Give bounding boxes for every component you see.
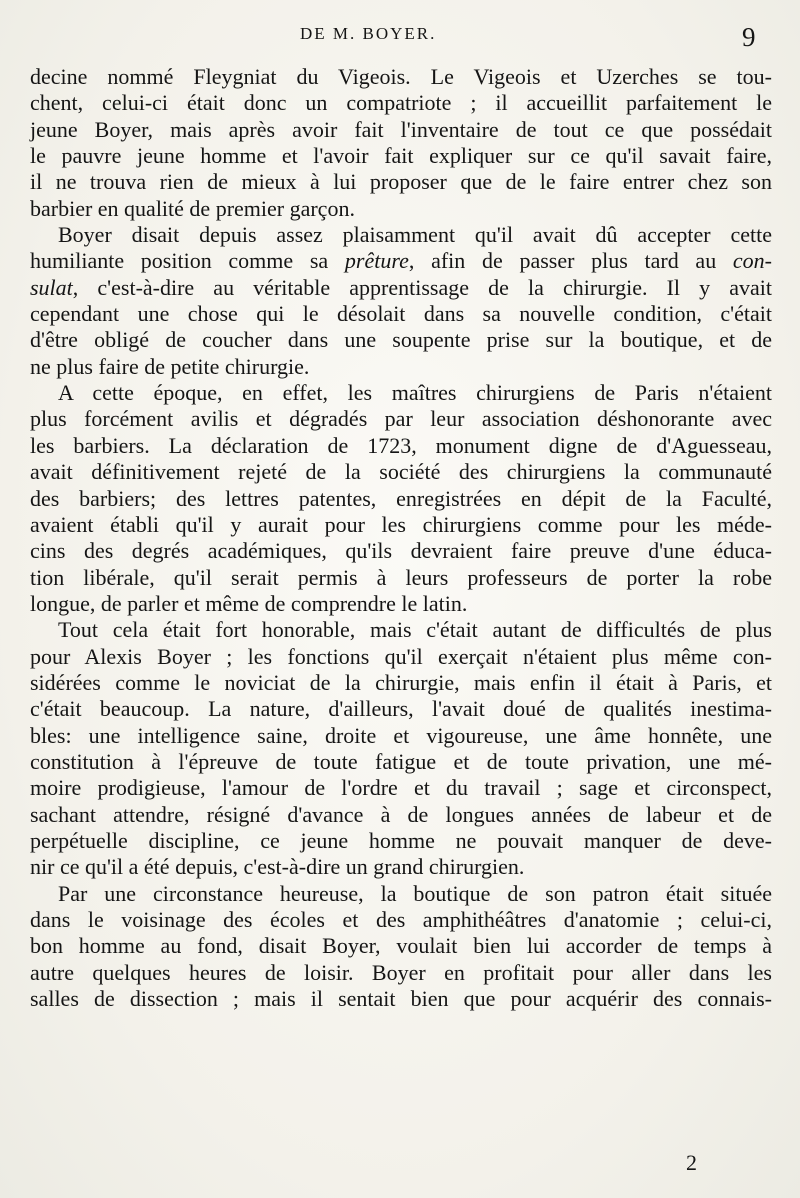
text-line: sidérées comme le noviciat de la chirurgie, mais enfin il était à Paris, et xyxy=(30,669,772,695)
body-text xyxy=(30,64,772,1012)
page-number: 9 xyxy=(742,22,756,52)
text-line: cependant une chose qui le désolait dans sa nouvelle condition, c'était xyxy=(30,301,772,327)
text-line: moire prodigieuse, l'amour de l'ordre et du travail ; sage et circonspect, xyxy=(30,775,772,801)
text-line: le pauvre jeune homme et l'avoir fait expliquer sur ce qu'il savait faire, xyxy=(30,143,772,169)
paragraph xyxy=(30,380,772,617)
text-line: ne plus faire de petite chirurgie. xyxy=(30,353,310,379)
signature-mark: 2 xyxy=(686,1150,697,1175)
text-line: constitution à l'épreuve de toute fatigue et de toute privation, une mé- xyxy=(30,748,772,774)
text-line: jeune Boyer, mais après avoir fait l'inventaire de tout ce que possédait xyxy=(30,116,772,142)
paragraph xyxy=(30,881,772,1013)
text-line: salles de dissection ; mais il sentait bien que pour acquérir des connais- xyxy=(30,986,772,1012)
paragraph xyxy=(30,617,772,880)
text-line: humiliante position comme sa prêture, afin de passer plus tard au con- xyxy=(30,248,772,274)
text-line: barbier en qualité de premier garçon. xyxy=(30,195,355,221)
text-line: autre quelques heures de loisir. Boyer en profitait pour aller dans les xyxy=(30,959,772,985)
text-line: c'était beaucoup. La nature, d'ailleurs, l'avait doué de qualités inestima- xyxy=(30,696,772,722)
text-line: avait définitivement rejeté de la société des chirurgiens la communauté xyxy=(30,459,772,485)
text-line: dans le voisinage des écoles et des amphithéâtres d'anatomie ; celui-ci, xyxy=(30,907,772,932)
text-line: bon homme au fond, disait Boyer, voulait bien lui accorder de temps à xyxy=(30,933,772,959)
text-line: perpétuelle discipline, ce jeune homme ne pouvait manquer de deve- xyxy=(30,827,772,853)
text-line: longue, de parler et même de comprendre le latin. xyxy=(30,590,468,616)
text-line: tion libérale, qu'il serait permis à leurs professeurs de porter la robe xyxy=(30,564,772,590)
text-line: Boyer disait depuis assez plaisamment qu'il avait dû accepter cette xyxy=(58,222,772,248)
text-line: A cette époque, en effet, les maîtres chirurgiens de Paris n'étaient xyxy=(58,380,772,406)
paragraph xyxy=(30,64,772,222)
text-line: plus forcément avilis et dégradés par leur association déshonorante avec xyxy=(30,406,772,432)
text-line: Par une circonstance heureuse, la boutique de son patron était située xyxy=(58,880,772,906)
text-line: chent, celui-ci était donc un compatriote ; il accueillit parfaitement le xyxy=(30,90,772,116)
text-line: d'être obligé de coucher dans une soupente prise sur la boutique, et de xyxy=(30,327,772,353)
text-line: les barbiers. La déclaration de 1723, monument digne de d'Aguesseau, xyxy=(30,432,772,458)
text-line: avaient établi qu'il y aurait pour les chirurgiens comme pour les méde- xyxy=(30,511,772,537)
text-line: bles: une intelligence saine, droite et vigoureuse, une âme honnête, une xyxy=(30,722,772,748)
text-line: il ne trouva rien de mieux à lui proposer que de le faire entrer chez son xyxy=(30,169,772,195)
text-line: pour Alexis Boyer ; les fonctions qu'il exerçait n'étaient plus même con- xyxy=(30,643,772,669)
text-line: decine nommé Fleygniat du Vigeois. Le Vigeois et Uzerches se tou- xyxy=(30,64,772,89)
text-line: cins des degrés académiques, qu'ils devraient faire preuve d'une éduca- xyxy=(30,538,772,564)
text-line: sulat, c'est-à-dire au véritable apprentissage de la chirurgie. Il y avait xyxy=(30,274,772,300)
paragraph xyxy=(30,222,772,380)
text-line: Tout cela était fort honorable, mais c'était autant de difficultés de plus xyxy=(58,617,772,643)
text-line: des barbiers; des lettres patentes, enregistrées en dépit de la Faculté, xyxy=(30,485,772,511)
running-head xyxy=(0,22,800,52)
text-line: sachant attendre, résigné d'avance à de longues années de labeur et de xyxy=(30,801,772,827)
text-line: nir ce qu'il a été depuis, c'est-à-dire un grand chirurgien. xyxy=(30,854,525,880)
header-title: DE M. BOYER. xyxy=(300,24,437,43)
